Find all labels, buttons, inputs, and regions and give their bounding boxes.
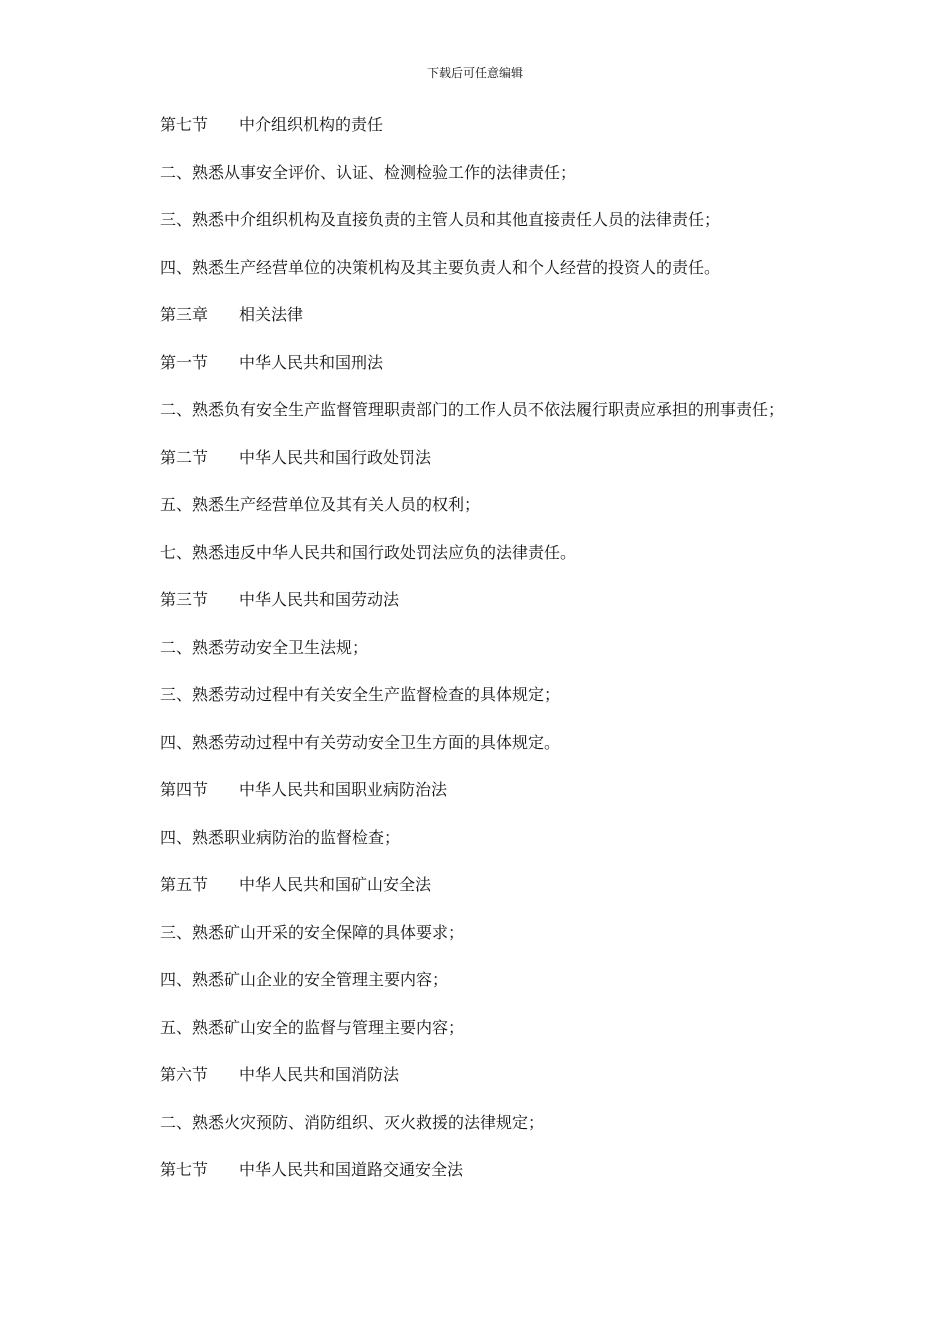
section-heading: [118, 778, 818, 801]
list-item: 二、熟悉火灾预防、消防组织、灭火救援的法律规定；: [160, 1112, 545, 1132]
list-item: 五、熟悉矿山安全的监督与管理主要内容；: [160, 1017, 465, 1037]
list-item: 四、熟悉劳动过程中有关劳动安全卫生方面的具体规定。: [160, 732, 561, 752]
section-title: 中华人民共和国行政处罚法: [239, 447, 432, 467]
section-heading: [118, 873, 818, 896]
section-number: 第七节: [160, 115, 209, 134]
section-heading: [118, 303, 818, 326]
list-item: 四、熟悉职业病防治的监督检查；: [160, 827, 401, 847]
list-item: 四、熟悉生产经营单位的决策机构及其主要负责人和个人经营的投资人的责任。: [160, 257, 721, 277]
list-item: 四、熟悉矿山企业的安全管理主要内容；: [160, 970, 449, 989]
section-title: 中华人民共和国劳动法: [239, 590, 400, 609]
section-number: 第五节: [160, 875, 209, 894]
section-title: 中华人民共和国刑法: [239, 352, 384, 372]
section-number: 第七节: [160, 1160, 209, 1179]
section-heading: [118, 588, 818, 611]
section-title: 中华人民共和国职业病防治法: [239, 780, 448, 799]
section-title: 中介组织机构的责任: [239, 115, 384, 134]
list-item: 二、熟悉负有安全生产监督管理职责部门的工作人员不依法履行职责应承担的刑事责任；: [160, 400, 785, 419]
section-title: 中华人民共和国消防法: [239, 1065, 400, 1084]
section-number: 第四节: [160, 780, 209, 799]
list-item: 七、熟悉违反中华人民共和国行政处罚法应负的法律责任。: [160, 542, 577, 562]
section-title: 中华人民共和国矿山安全法: [239, 875, 432, 894]
list-item: 二、熟悉从事安全评价、认证、检测检验工作的法律责任；: [160, 162, 577, 182]
list-item: 二、熟悉劳动安全卫生法规；: [160, 637, 369, 657]
section-number: 第六节: [160, 1065, 209, 1084]
section-heading: [118, 446, 818, 469]
section-heading: [118, 1158, 818, 1181]
section-heading: [118, 351, 818, 374]
list-item: 三、熟悉劳动过程中有关安全生产监督检查的具体规定；: [160, 685, 561, 704]
section-number: 第三节: [160, 590, 209, 609]
list-item: 三、熟悉矿山开采的安全保障的具体要求；: [160, 922, 465, 942]
section-title: 中华人民共和国道路交通安全法: [239, 1160, 464, 1179]
section-number: 第二节: [160, 447, 209, 467]
list-item: 五、熟悉生产经营单位及其有关人员的权利；: [160, 495, 481, 514]
document-body: [118, 113, 818, 1206]
section-heading: [118, 113, 818, 136]
section-heading: [118, 1063, 818, 1086]
section-number: 第三章: [160, 305, 209, 324]
page-header-note: 下载后可任意编辑: [426, 66, 523, 80]
section-title: 相关法律: [239, 305, 304, 324]
list-item: 三、熟悉中介组织机构及直接负责的主管人员和其他直接责任人员的法律责任；: [160, 210, 721, 229]
section-number: 第一节: [160, 352, 209, 372]
